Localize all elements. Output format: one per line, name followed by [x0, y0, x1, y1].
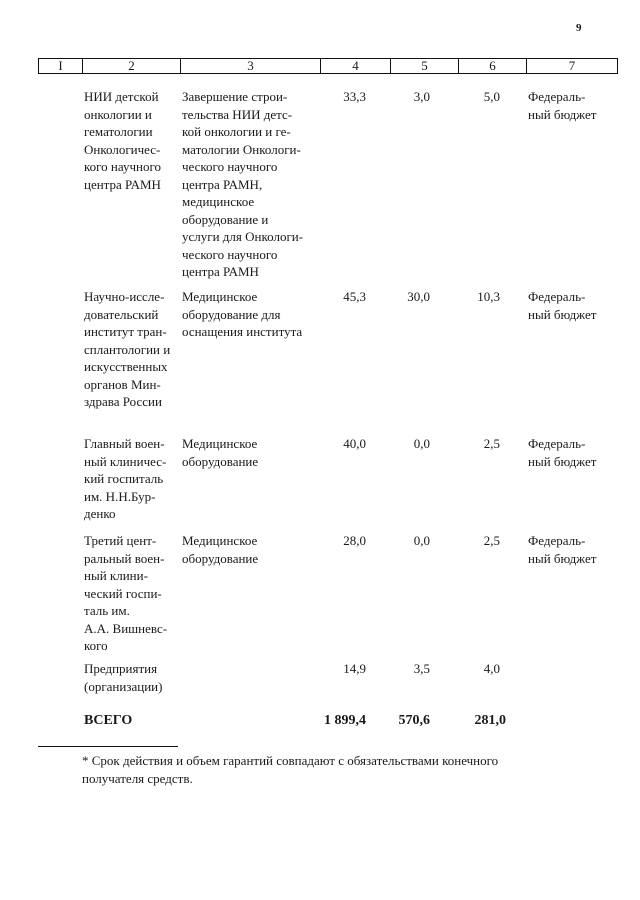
source-cell: Федераль- ный бюджет [528, 436, 597, 469]
value-col6: 4,0 [483, 661, 500, 676]
recipient-cell: Научно-иссле- довательский институт тран- сплантологии и искусственных органов Мин- здрава России [84, 289, 171, 409]
total-label: ВСЕГО [84, 713, 133, 728]
purpose-cell: Медицинское оборудование [182, 436, 259, 469]
total-col6: 281,0 [474, 713, 506, 728]
column-number-5: 5 [391, 59, 459, 73]
value-col4: 45,3 [343, 289, 366, 304]
column-number-2: 2 [83, 59, 181, 73]
recipient-cell: Главный воен- ный клиничес- кий госпиталь им. Н.Н.Бур- денко [84, 436, 167, 521]
source-cell: Федераль- ный бюджет [528, 89, 597, 122]
value-col5: 3,5 [413, 661, 430, 676]
value-col5: 0,0 [413, 533, 430, 548]
column-number-6: 6 [459, 59, 527, 73]
recipient-cell: Предприятия (организации) [84, 661, 163, 694]
value-col6: 10,3 [477, 289, 500, 304]
column-number-7: 7 [568, 58, 576, 73]
recipient-cell: Третий цент- ральный воен- ный клини- ческий госпи- таль им. А.А. Вишневс- кого [84, 533, 168, 653]
purpose-cell: Медицинское оборудование [182, 533, 259, 566]
total-col5: 570,6 [398, 713, 430, 728]
column-number-1: I [39, 59, 83, 73]
column-number-header [38, 58, 618, 74]
column-number-4: 4 [321, 59, 391, 73]
column-number-3: 3 [181, 59, 321, 73]
source-cell: Федераль- ный бюджет [528, 289, 597, 322]
value-col6: 2,5 [483, 436, 500, 451]
page-number: 9 [576, 22, 582, 34]
value-col5: 3,0 [413, 89, 430, 104]
value-col5: 0,0 [413, 436, 430, 451]
total-col4: 1 899,4 [324, 713, 366, 728]
value-col6: 2,5 [483, 533, 500, 548]
value-col6: 5,0 [483, 89, 500, 104]
purpose-cell: Медицинское оборудование для оснащения института [182, 289, 303, 339]
value-col4: 14,9 [343, 661, 366, 676]
purpose-cell: Завершение строи- тельства НИИ детс- кой онкологии и ге- матологии Онкологи- ческого научного центра РАМН, медицинское оборудование и услуги для Онкологи- ческого научного центра РАМН [182, 89, 304, 279]
value-col4: 40,0 [343, 436, 366, 451]
recipient-cell: НИИ детской онкологии и гематологии Онкологичес- кого научного центра РАМН [84, 89, 161, 192]
value-col4: 33,3 [343, 89, 366, 104]
footnote-divider [38, 746, 178, 747]
footnote: * Срок действия и объем гарантий совпадают с обязательствами конечного получателя средств. [82, 753, 499, 786]
value-col4: 28,0 [343, 533, 366, 548]
value-col5: 30,0 [407, 289, 430, 304]
source-cell: Федераль- ный бюджет [528, 533, 597, 566]
